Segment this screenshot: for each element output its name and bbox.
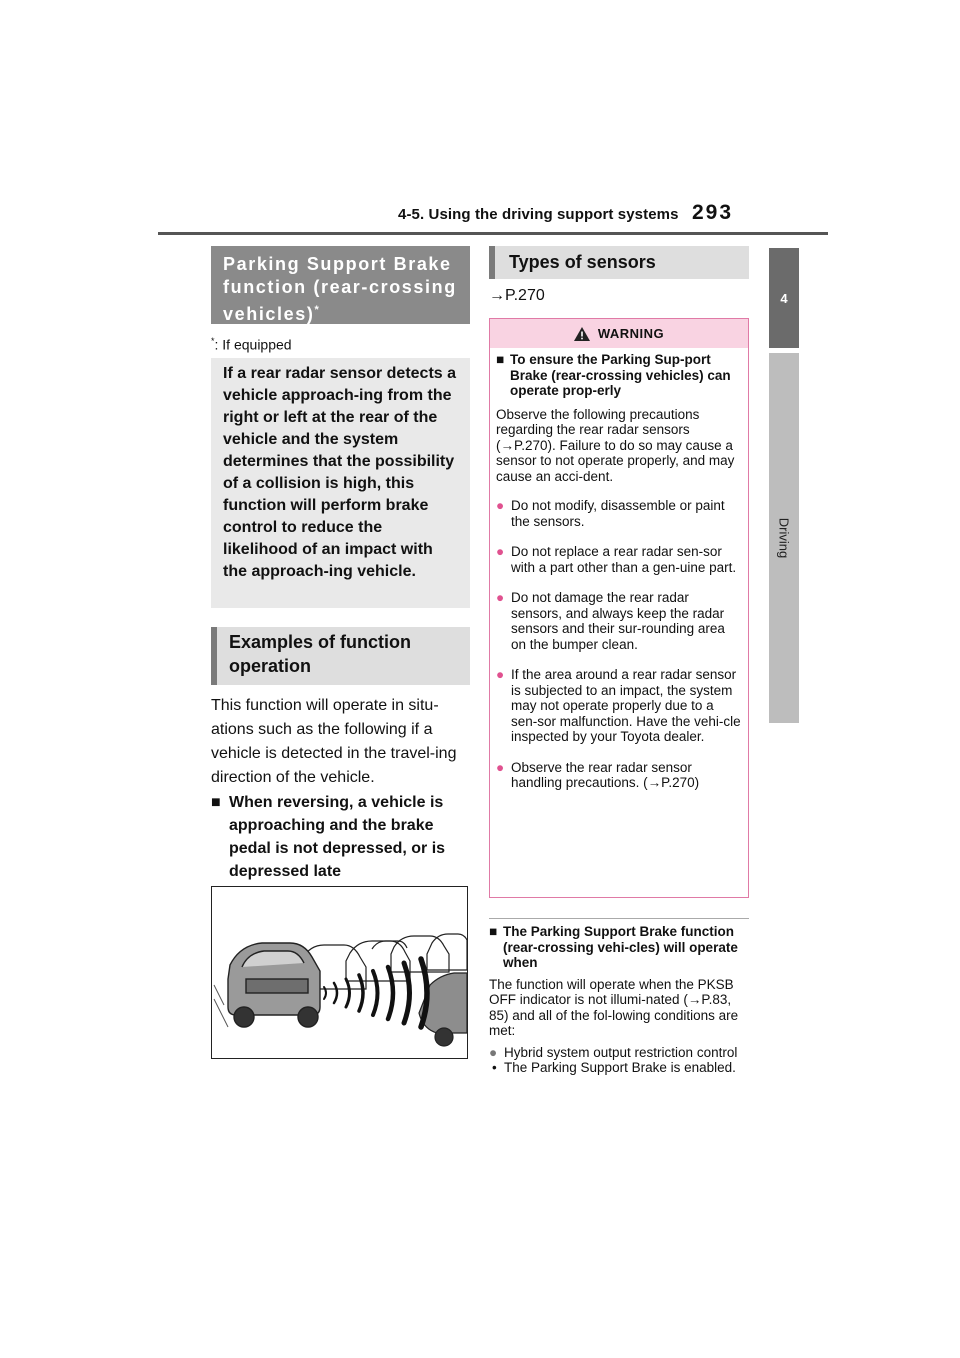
bullet-dot-icon: ● bbox=[489, 1044, 498, 1060]
warning-title bbox=[496, 352, 742, 399]
operation-bullet-text: Hybrid system output restriction control bbox=[504, 1044, 738, 1060]
warning-bullet bbox=[496, 498, 742, 529]
chapter-number: 4 bbox=[780, 290, 788, 306]
warning-bullet bbox=[496, 544, 742, 575]
chapter-tab-number bbox=[769, 248, 799, 348]
square-bullet-icon: ■ bbox=[496, 352, 505, 367]
operation-subbullet-text: The Parking Support Brake is enabled. bbox=[504, 1060, 736, 1075]
operation-subbullet bbox=[489, 1060, 751, 1076]
rear-crossing-illustration bbox=[211, 886, 468, 1059]
section-divider bbox=[489, 918, 749, 919]
page-number: 293 bbox=[692, 201, 734, 224]
parking-scene-image bbox=[212, 887, 467, 1058]
examples-body: This function will operate in situ-ations such as the following if a vehicle is detected in the travel-ing direction of the vehicle. bbox=[211, 697, 457, 786]
square-bullet-icon: ■ bbox=[489, 924, 498, 939]
example-subheading bbox=[211, 791, 476, 883]
warning-triangle-icon bbox=[574, 327, 590, 341]
warning-bullet bbox=[496, 667, 742, 745]
bullet-dot-icon: ● bbox=[496, 498, 505, 513]
heading-types-of-sensors: Types of sensors bbox=[489, 246, 749, 279]
warning-bullet-text: Do not modify, disassemble or paint the sensors. bbox=[511, 498, 725, 529]
warning-box bbox=[489, 318, 749, 898]
operation-conditions bbox=[489, 924, 751, 1076]
operation-title bbox=[489, 924, 751, 971]
warning-bullet-text: Do not replace a rear radar sen-sor with a part other than a gen-uine part. bbox=[511, 544, 737, 575]
footnote-text: : If equipped bbox=[214, 336, 292, 353]
heading-parking-support-brake bbox=[211, 246, 470, 324]
footnote bbox=[211, 336, 292, 353]
warning-title-text: To ensure the Parking Sup-port Brake (rear-crossing vehicles) can operate prop-erly bbox=[510, 352, 731, 398]
warning-body bbox=[496, 352, 742, 806]
example-subheading-text: When reversing, a vehicle is approaching and the brake pedal is not depressed, or is depressed late bbox=[229, 794, 446, 880]
heading-examples: Examples of function operation bbox=[211, 627, 470, 685]
bullet-dot-icon: ● bbox=[496, 590, 505, 605]
chapter-tab-label bbox=[769, 353, 799, 723]
bullet-dot-icon: ● bbox=[496, 759, 505, 775]
warning-bullet-text: Do not damage the rear radar sensors, and always keep the radar sensors and their sur-rounding area on the bumper clean. bbox=[511, 590, 725, 652]
warning-bullet-text: Observe the rear radar sensor handling precautions. (→P.270) bbox=[511, 759, 700, 790]
warning-bullet bbox=[496, 590, 742, 652]
operation-bullet bbox=[489, 1045, 751, 1061]
warning-header bbox=[490, 319, 748, 348]
section-title: 4-5. Using the driving support systems bbox=[398, 206, 679, 223]
operation-paragraph: The function will operate when the PKSB OFF indicator is not illumi-nated (→P.83, 85) and all of the fol-lowing conditions are met: bbox=[489, 976, 739, 1038]
bullet-dot-icon: ● bbox=[496, 667, 505, 682]
warning-bullet-text: If the area around a rear radar sensor is subjected to an impact, the system may not operate properly due to a sen-sor malfunction. Have the vehi-cle inspected by your Toyota dealer. bbox=[511, 667, 741, 744]
warning-intro: Observe the following precautions regarding the rear radar sensors (→P.270). Failure to do so may cause a sensor to not operate properly, and may cause an acci-dent. bbox=[496, 406, 735, 484]
heading-text: Parking Support Brake function (rear-crossing vehicles) bbox=[223, 254, 457, 324]
header-rule bbox=[158, 232, 828, 235]
reference-link[interactable]: →P.270 bbox=[489, 287, 545, 304]
footnote-asterisk: * bbox=[211, 336, 215, 346]
chapter-label: Driving bbox=[776, 517, 792, 559]
summary-box: If a rear radar sensor detects a vehicle approach-ing from the right or left at the rear of the vehicle and the system determines that the possibility of a collision is high, this function will perform brake control to reduce the likelihood of an impact with the approach-ing vehicle. bbox=[211, 358, 470, 608]
warning-label: WARNING bbox=[597, 326, 665, 341]
bullet-dot-icon: ● bbox=[496, 544, 505, 559]
operation-title-text: The Parking Support Brake function (rear-crossing vehi-cles) will operate when bbox=[503, 924, 738, 970]
square-bullet-icon: ■ bbox=[211, 794, 221, 811]
sub-bullet-mark: • bbox=[492, 1060, 497, 1075]
heading-asterisk: * bbox=[314, 304, 321, 316]
warning-bullet bbox=[496, 760, 742, 791]
